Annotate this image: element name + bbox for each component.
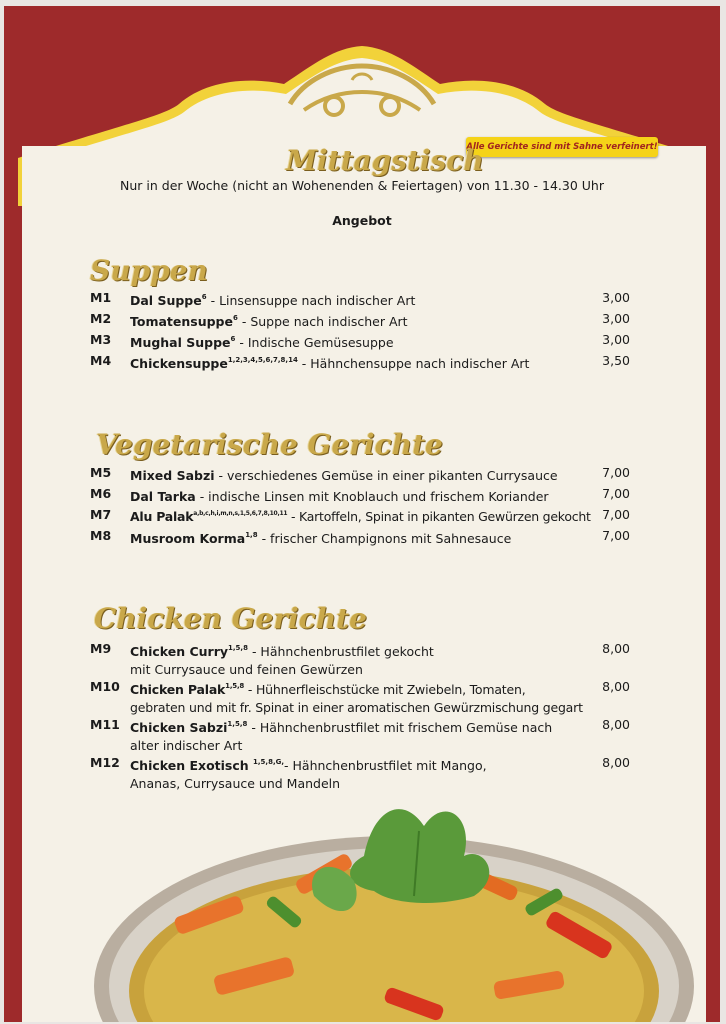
item-code: M4 xyxy=(90,353,112,368)
item-code: M1 xyxy=(90,290,112,305)
allergen-codes: 1,8 xyxy=(245,531,258,539)
item-description-line2: alter indischer Art xyxy=(130,738,243,753)
item-code: M5 xyxy=(90,465,112,480)
item-description: - Hühnerfleischstücke mit Zwiebeln, Tomaten, xyxy=(244,682,526,697)
item-description-line2: gebraten und mit fr. Spinat in einer aromatischen Gewürzmischung gegart xyxy=(130,700,583,715)
menu-item xyxy=(130,309,408,331)
item-code: M9 xyxy=(90,641,112,656)
item-name: Chicken Curry xyxy=(130,644,229,659)
allergen-codes: a,b,c,h,i,m,n,s,1,5,6,7,8,10,11 xyxy=(193,510,288,517)
item-name: Dal Suppe xyxy=(130,293,202,308)
item-description: - Indische Gemüsesuppe xyxy=(235,335,394,350)
item-description-line2: Ananas, Currysauce und Mandeln xyxy=(130,776,341,791)
allergen-codes: 6 xyxy=(232,314,238,322)
item-price: 3,50 xyxy=(602,353,630,368)
item-price: 3,00 xyxy=(602,332,630,347)
item-price: 3,00 xyxy=(602,290,630,305)
item-price: 7,00 xyxy=(602,486,630,501)
item-code: M8 xyxy=(90,528,112,543)
item-price: 8,00 xyxy=(602,717,630,732)
menu-page xyxy=(4,6,720,1022)
item-code: M10 xyxy=(90,679,120,694)
item-code: M3 xyxy=(90,332,112,347)
allergen-codes: 1,5,8,G, xyxy=(253,758,285,766)
allergen-codes: 6 xyxy=(230,335,236,343)
item-description: - frischer Champignons mit Sahnesauce xyxy=(257,531,512,546)
page-title: Mittagstisch xyxy=(286,144,484,177)
item-price: 8,00 xyxy=(602,755,630,770)
menu-item xyxy=(130,526,511,548)
menu-item xyxy=(130,505,591,526)
item-description: - Hähnchensuppe nach indischer Art xyxy=(297,356,530,371)
item-name: Alu Palak xyxy=(130,509,194,524)
item-code: M7 xyxy=(90,507,112,522)
section-title-vegetarisch: Vegetarische Gerichte xyxy=(96,428,443,461)
item-name: Chicken Sabzi xyxy=(130,720,228,735)
menu-item xyxy=(130,288,415,310)
menu-item xyxy=(130,484,549,506)
item-code: M6 xyxy=(90,486,112,501)
menu-item xyxy=(130,639,434,679)
allergen-codes: 1,5,8 xyxy=(228,644,248,652)
item-description-line2: mit Currysauce und feinen Gewürzen xyxy=(130,662,363,677)
item-code: M11 xyxy=(90,717,120,732)
offer-label: Angebot xyxy=(332,213,392,228)
item-description: - Linsensuppe nach indischer Art xyxy=(206,293,416,308)
item-name: Dal Tarka xyxy=(130,489,196,504)
menu-item xyxy=(130,677,583,717)
item-name: Tomatensuppe xyxy=(130,314,233,329)
item-code: M12 xyxy=(90,755,120,770)
section-title-suppen: Suppen xyxy=(90,254,208,287)
item-code: M2 xyxy=(90,311,112,326)
item-description: - verschiedenes Gemüse in einer pikanten Currysauce xyxy=(214,468,558,483)
item-description: - indische Linsen mit Knoblauch und frischem Koriander xyxy=(195,489,549,504)
item-name: Mughal Suppe xyxy=(130,335,231,350)
menu-item xyxy=(130,330,394,352)
cream-notice-badge: Alle Gerichte sind mit Sahne verfeinert! xyxy=(466,137,658,157)
opening-hours: Nur in der Woche (nicht an Wohenenden & Feiertagen) von 11.30 - 14.30 Uhr xyxy=(120,178,604,193)
biryani-plate-image xyxy=(64,786,704,1022)
item-price: 7,00 xyxy=(602,528,630,543)
menu-item xyxy=(130,351,529,373)
item-name: Chickensuppe xyxy=(130,356,228,371)
item-price: 8,00 xyxy=(602,679,630,694)
item-price: 8,00 xyxy=(602,641,630,656)
section-title-chicken: Chicken Gerichte xyxy=(94,602,367,635)
item-price: 3,00 xyxy=(602,311,630,326)
item-name: Chicken Palak xyxy=(130,682,226,697)
item-price: 7,00 xyxy=(602,465,630,480)
item-name: Mixed Sabzi xyxy=(130,468,215,483)
item-description: - Kartoffeln, Spinat in pikanten Gewürzen gekocht xyxy=(287,509,591,524)
item-price: 7,00 xyxy=(602,507,630,522)
item-description: - Hähnchenbrustfilet mit frischem Gemüse nach xyxy=(247,720,553,735)
allergen-codes: 6 xyxy=(201,293,207,301)
menu-item xyxy=(130,715,552,755)
item-name: Chicken Exotisch xyxy=(130,758,254,773)
item-description: - Hähnchenbrustfilet mit Mango, xyxy=(284,758,487,773)
allergen-codes: 1,2,3,4,5,6,7,8,14 xyxy=(227,356,298,364)
allergen-codes: 1,5,8 xyxy=(227,720,248,728)
item-name: Musroom Korma xyxy=(130,531,246,546)
item-description: - Hähnchenbrustfilet gekocht xyxy=(247,644,434,659)
menu-item xyxy=(130,463,558,485)
allergen-codes: 1,5,8 xyxy=(225,682,245,690)
item-description: - Suppe nach indischer Art xyxy=(237,314,408,329)
